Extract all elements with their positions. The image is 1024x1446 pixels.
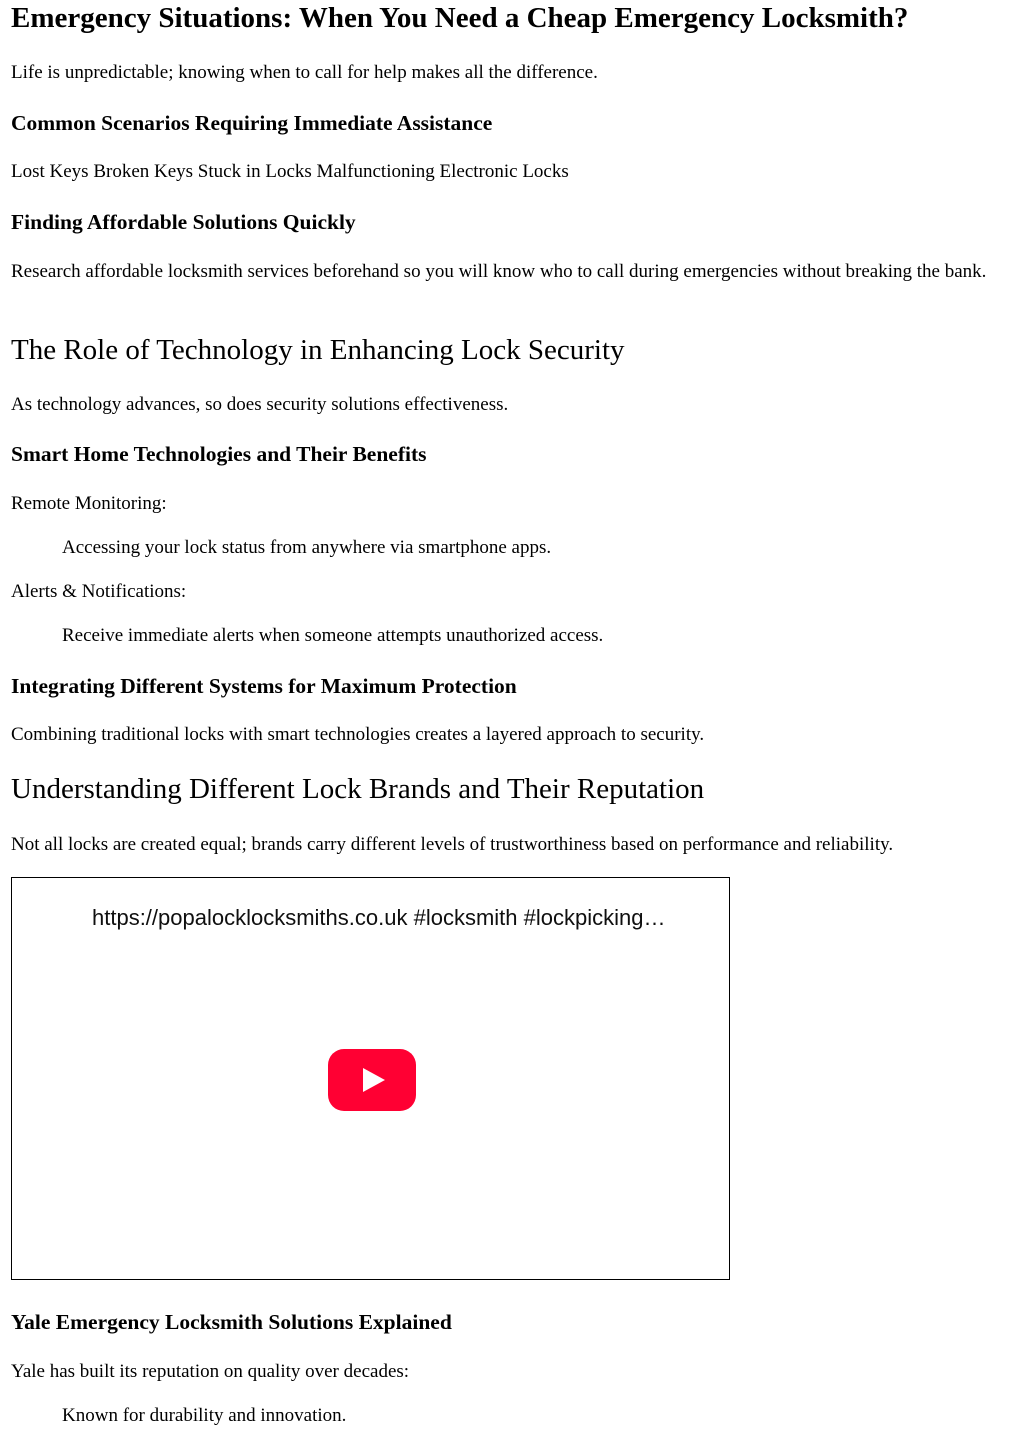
video-embed[interactable] xyxy=(11,877,730,1280)
heading-affordable-solutions: Finding Affordable Solutions Quickly xyxy=(11,210,356,234)
paragraph-yale: Yale has built its reputation on quality over decades: xyxy=(11,1361,410,1382)
paragraph-intro-brands: Not all locks are created equal; brands carry different levels of trustworthiness based on performance and reliability. xyxy=(11,834,894,855)
heading-emergency-situations: Emergency Situations: When You Need a Cheap Emergency Locksmith? xyxy=(11,2,909,34)
heading-integrating-systems: Integrating Different Systems for Maximum Protection xyxy=(11,674,517,698)
paragraph-yale-durability: Known for durability and innovation. xyxy=(62,1405,347,1426)
desc-alerts-notifications: Receive immediate alerts when someone attempts unauthorized access. xyxy=(62,625,604,646)
desc-remote-monitoring: Accessing your lock status from anywhere via smartphone apps. xyxy=(62,537,552,558)
heading-common-scenarios: Common Scenarios Requiring Immediate Assistance xyxy=(11,111,493,135)
play-icon[interactable] xyxy=(328,1049,416,1111)
term-alerts-notifications: Alerts & Notifications: xyxy=(11,581,187,602)
paragraph-scenarios: Lost Keys Broken Keys Stuck in Locks Malfunctioning Electronic Locks xyxy=(11,161,569,182)
paragraph-affordable: Research affordable locksmith services beforehand so you will know who to call during emergencies without breaking the bank. xyxy=(11,261,987,282)
paragraph-intro-emergency: Life is unpredictable; knowing when to call for help makes all the difference. xyxy=(11,62,598,83)
heading-smart-home: Smart Home Technologies and Their Benefits xyxy=(11,442,427,466)
term-remote-monitoring: Remote Monitoring: xyxy=(11,493,167,514)
heading-yale-solutions: Yale Emergency Locksmith Solutions Explained xyxy=(11,1310,452,1334)
video-title-link[interactable]: https://popalocklocksmiths.co.uk #locksmith #lockpicking… xyxy=(92,905,666,930)
heading-technology-role: The Role of Technology in Enhancing Lock Security xyxy=(11,334,625,366)
paragraph-intro-technology: As technology advances, so does security solutions effectiveness. xyxy=(11,394,509,415)
heading-lock-brands: Understanding Different Lock Brands and Their Reputation xyxy=(11,773,705,805)
paragraph-integrating: Combining traditional locks with smart technologies creates a layered approach to security. xyxy=(11,724,705,745)
